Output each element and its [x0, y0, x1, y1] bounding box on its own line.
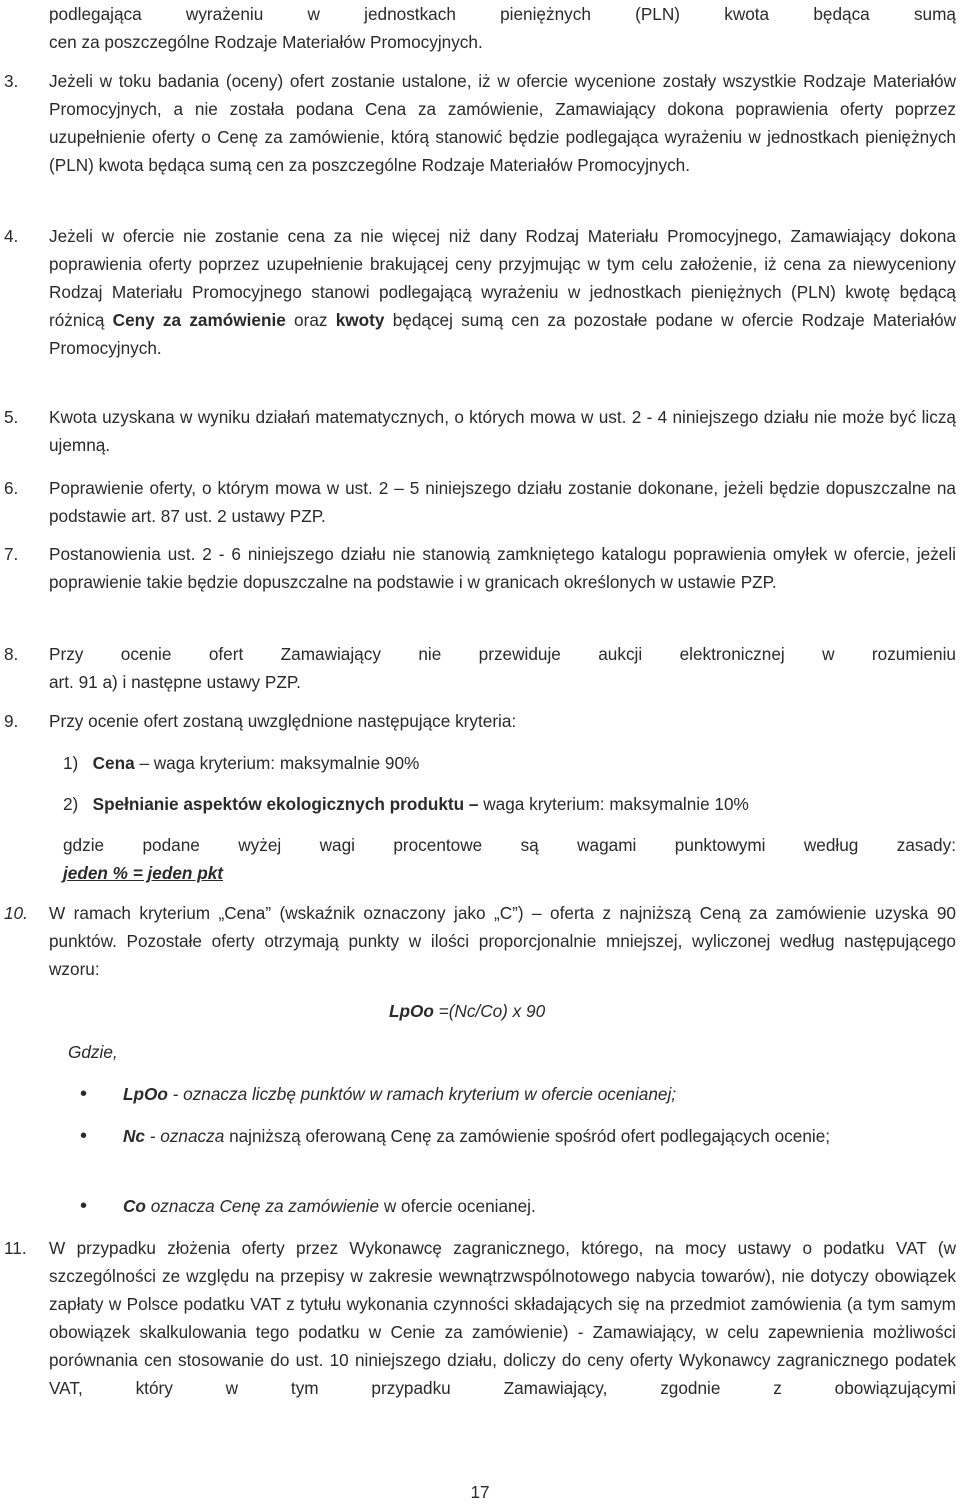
paragraph-7 — [0, 540, 956, 596]
criteria-note: gdzie podane wyżej wagi procentowe są wagami punktowymi według zasady: — [63, 835, 956, 855]
paragraph-number: 10. — [4, 903, 28, 923]
paragraph-text: Jeżeli w ofercie nie zostanie cena za nie więcej niż dany Rodzaj Materiału Promocyjnego, Zamawiający dokona poprawienia oferty poprzez uzupełnienie brakującej ceny przyjmując w tym celu założenie, iż cena za niewyceniony Rodzaj Materiału Promocyjnego stanowi podlegającą wyrażeniu w jednostkach pieniężnych (PLN) kwotę będącą różnicą Ceny za zamówienie oraz kwoty będącej sumą cen za pozostałe podane w ofercie Rodzaje Materiałów Promocyjnych. — [49, 226, 957, 358]
continuation-line-2: cen za poszczególne Rodzaje Materiałów Promocyjnych. — [49, 32, 483, 52]
paragraph-5 — [0, 403, 956, 459]
paragraph-text: Przy ocenie ofert zostaną uwzględnione następujące kryteria: — [49, 711, 517, 731]
paragraph-text: Postanowienia ust. 2 - 6 niniejszego działu nie stanowią zamkniętego katalogu poprawienia omyłek w ofercie, jeżeli poprawienie takie będzie dopuszczalne na podstawie i w granicach określonych w ustawie PZP. — [49, 544, 956, 592]
paragraph-text: Kwota uzyskana w wyniku działań matematycznych, o których mowa w ust. 2 - 4 niniejszego działu nie może być liczą ujemną. — [49, 407, 956, 455]
paragraph-6 — [0, 474, 956, 530]
paragraph-number: 9. — [4, 711, 19, 731]
formula-def-1: LpOo - oznacza liczbę punktów w ramach kryterium w ofercie ocenianej; — [123, 1084, 677, 1104]
paragraph-3 — [0, 67, 956, 179]
paragraph-8-line-2: art. 91 a) i następne ustawy PZP. — [49, 672, 301, 692]
formula-def-2: Nc - oznacza najniższą oferowaną Cenę za zamówienie spośród ofert podlegających ocenie; — [123, 1126, 831, 1146]
paragraph-9 — [0, 707, 956, 735]
paragraph-10 — [0, 899, 956, 983]
continuation-line-1: podlegająca wyrażeniu w jednostkach pieniężnych (PLN) kwota będąca sumą — [49, 4, 956, 24]
paragraph-number: 6. — [4, 478, 19, 498]
paragraph-8: 8. Przy ocenie ofert Zamawiający nie przewiduje aukcji elektronicznej w rozumieniu — [0, 640, 956, 668]
formula-where: Gdzie, — [68, 1042, 118, 1062]
criteria-rule: jeden % = jeden pkt — [63, 863, 223, 883]
paragraph-11 — [0, 1234, 956, 1402]
paragraph-text: Jeżeli w toku badania (oceny) ofert zostanie ustalone, iż w ofercie wycenione zostały wszystkie Rodzaje Materiałów Promocyjnych, a nie została podana Cena za zamówienie, Zamawiający dokona poprawienia oferty poprzez uzupełnienie oferty o Cenę za zamówienie, którą stanowić będzie podlegająca wyrażeniu w jednostkach pieniężnych (PLN) kwota będąca sumą cen za poszczególne Rodzaje Materiałów Promocyjnych. — [49, 71, 956, 175]
paragraph-number: 3. — [4, 71, 19, 91]
criterion-1: 1) Cena – waga kryterium: maksymalnie 90% — [63, 753, 420, 773]
bullet-icon: • — [80, 1083, 88, 1105]
paragraph-text: Poprawienie oferty, o którym mowa w ust. 2 – 5 niniejszego działu zostanie dokonane, jeżeli będzie dopuszczalne na podstawie art. 87 ust. 2 ustawy PZP. — [49, 478, 956, 526]
criterion-2: 2) Spełnianie aspektów ekologicznych produktu – waga kryterium: maksymalnie 10% — [63, 794, 749, 814]
page-number: 17 — [470, 1482, 490, 1502]
paragraph-text: W ramach kryterium „Cena” (wskaźnik oznaczony jako „C”) – oferta z najniższą Ceną za zamówienie uzyska 90 punktów. Pozostałe oferty otrzymają punkty w ilości proporcjonalnie mniejszej, wyliczonej według następującego wzoru: — [49, 903, 956, 979]
paragraph-number: 5. — [4, 407, 19, 427]
paragraph-number: 8. — [4, 644, 19, 664]
paragraph-number: 11. — [4, 1238, 27, 1258]
paragraph-number: 4. — [4, 226, 19, 246]
bullet-icon: • — [80, 1195, 88, 1217]
paragraph-text: W przypadku złożenia oferty przez Wykonawcę zagranicznego, którego, na mocy ustawy o podatku VAT (w szczególności ze względu na przepisy w zakresie wewnątrzwspólnotowego nabycia towarów), nie dotyczy obowiązek zapłaty w Polsce podatku VAT z tytułu wykonania czynności składających się na przedmiot zamówienia (a tym samym obowiązek skalkulowania tego podatku w Cenie za zamówienie) - Zamawiający, w celu zapewnienia możliwości porównania cen stosowanie do ust. 10 niniejszego działu, doliczy do ceny oferty Wykonawcy zagranicznego podatek VAT, który w tym przypadku Zamawiający, zgodnie z obowiązującymi — [49, 1238, 956, 1398]
formula: LpOo =(Nc/Co) x 90 — [389, 1001, 546, 1021]
formula-def-3: Co oznacza Cenę za zamówienie w ofercie ocenianej. — [123, 1196, 536, 1216]
paragraph-4 — [0, 222, 956, 362]
bullet-icon: • — [80, 1125, 88, 1147]
paragraph-number: 7. — [4, 544, 19, 564]
